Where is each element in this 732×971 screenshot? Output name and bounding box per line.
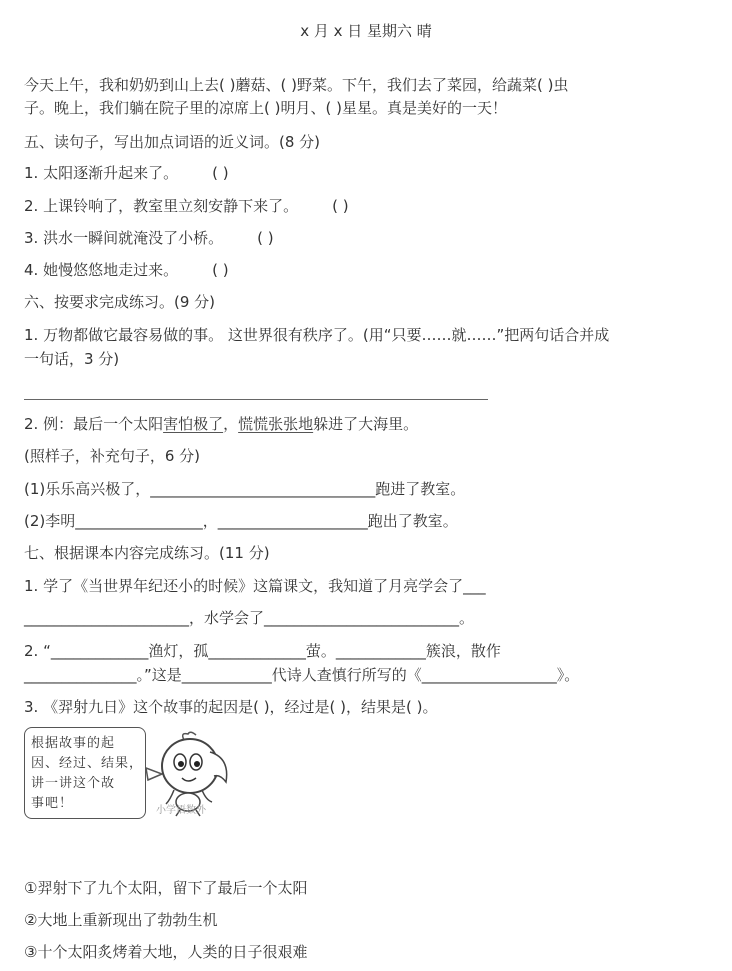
section7-q2-line-2: _______________。”这是____________代诗人查慎行所写的《__________________》。: [24, 666, 580, 684]
speech-bubble: [24, 727, 146, 819]
option-2: ②大地上重新现出了勃勃生机: [24, 911, 218, 929]
page-title: x 月 x 日 星期六 晴: [300, 22, 432, 40]
underlined-phrase: 害怕极了: [163, 415, 224, 433]
section6-q2-a: (1)乐乐高兴极了，______________________________跑进了教室。: [24, 480, 466, 498]
watermark: 小学语数外: [156, 805, 206, 816]
diary-line-1: 今天上午，我和奶奶到山上去( )蘑菇、( )野菜。下午，我们去了菜园，给蔬菜( )虫: [24, 76, 569, 94]
section7-q1-line-1: 1. 学了《当世界年纪还小的时候》这篇课文，我知道了月亮学会了___: [24, 577, 486, 595]
section6-q2-example: 2. 例：最后一个太阳害怕极了，慌慌张张地躲进了大海里。: [24, 415, 419, 433]
section5-item-4: 4. 她慢悠悠地走过来。 ( ): [24, 261, 229, 279]
section6-q2-b: (2)李明_________________，____________________跑出了教室。: [24, 512, 458, 530]
section5-heading: 五、读句子，写出加点词语的近义词。(8 分): [24, 133, 321, 151]
bubble-line: 根据故事的起: [31, 736, 116, 751]
answer-line: [24, 399, 488, 400]
option-3: ③十个太阳炙烤着大地，人类的日子很艰难: [24, 943, 308, 961]
section5-item-2: 2. 上课铃响了，教室里立刻安静下来了。 ( ): [24, 197, 349, 215]
option-1: ①羿射下了九个太阳，留下了最后一个太阳: [24, 879, 308, 897]
bubble-line: 事吧！: [31, 796, 74, 811]
section6-q2-note: (照样子，补充句子，6 分): [24, 447, 201, 465]
underlined-phrase: 慌慌张张地: [238, 415, 314, 433]
section7-q2-line-1: 2. “_____________渔灯，孤_____________萤。____________簇浪，散作: [24, 642, 501, 660]
section7-q3: 3. 《羿射九日》这个故事的起因是( )，经过是( )，结果是( )。: [24, 698, 438, 716]
section5-item-3: 3. 洪水一瞬间就淹没了小桥。 ( ): [24, 229, 274, 247]
bubble-line: 因、经过、结果，: [31, 756, 144, 771]
section7-q1-line-2: ______________________，水学会了__________________________。: [24, 609, 475, 627]
section6-q1-line-2: 一句话，3 分): [24, 350, 120, 368]
bubble-line: 讲一讲这个故: [31, 776, 116, 791]
section5-item-1: 1. 太阳逐渐升起来了。 ( ): [24, 164, 229, 182]
diary-line-2: 子。晚上，我们躺在院子里的凉席上( )明月、( )星星。真是美好的一天！: [24, 99, 507, 117]
section6-heading: 六、按要求完成练习。(9 分): [24, 293, 216, 311]
section6-q1-line-1: 1. 万物都做它最容易做的事。 这世界很有秩序了。(用“只要……就……”把两句话合并成: [24, 326, 610, 344]
section7-heading: 七、根据课本内容完成练习。(11 分): [24, 544, 270, 562]
